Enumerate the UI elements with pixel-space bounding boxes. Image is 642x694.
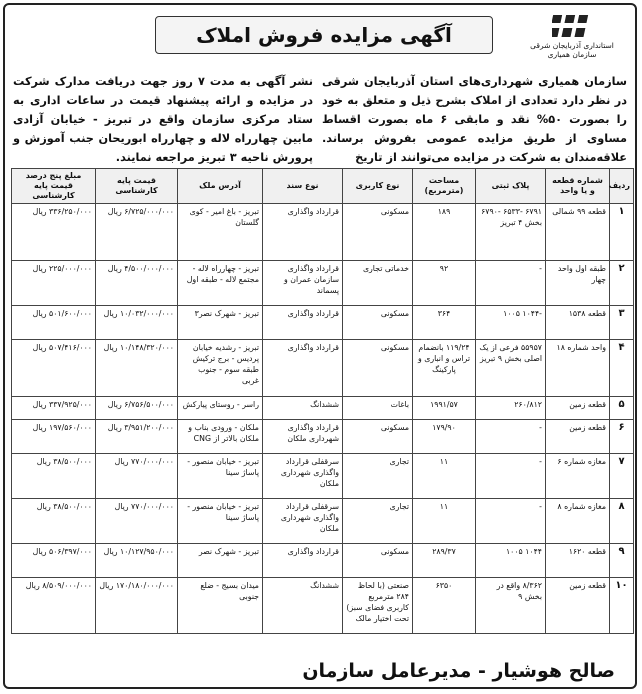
ad-frame [3, 3, 637, 689]
table-cell: ۱۱۹/۲۴ بانضمام تراس و انباری و پارکینگ [413, 340, 476, 397]
table-cell: میدان بسیج - ضلع جنوبی [178, 578, 263, 634]
column-header: شماره قطعه و یا واحد [546, 169, 610, 204]
table-cell: ۶/۷۲۵/۰۰۰/۰۰۰ ریال [96, 204, 178, 261]
table-cell: قرارداد واگذاری سازمان عمران و پسماند [263, 261, 343, 306]
table-cell: ۲۶۰/۸۱۲ [476, 397, 546, 420]
table-cell: ۲۲۵/۰۰۰/۰۰۰ ریال [12, 261, 96, 306]
table-cell: ۱۷۰/۱۸۰/۰۰۰/۰۰۰ ریال [96, 578, 178, 634]
table-cell: ۱ [610, 204, 634, 261]
table-cell: ۸/۳۶۲ واقع در بخش ۹ [476, 578, 546, 634]
table-cell: قطعه زمین [546, 420, 610, 454]
table-cell: تبریز - خیابان منصور - پاساژ سینا [178, 499, 263, 544]
table-cell: قطعه ۱۵۳۸ [546, 306, 610, 340]
table-cell: ۱۱ [413, 499, 476, 544]
header [5, 5, 635, 67]
table-header-row [12, 169, 634, 204]
table-cell: ۳۸/۵۰۰/۰۰۰ ریال [12, 499, 96, 544]
table-cell: ۱۷۹/۹۰ [413, 420, 476, 454]
column-header: ردیف [610, 169, 634, 204]
table-row [12, 420, 634, 454]
table-cell: ششدانگ [263, 578, 343, 634]
table-cell: ۸ [610, 499, 634, 544]
table-cell: ۵۰۶/۳۹۷/۰۰۰ ریال [12, 544, 96, 578]
table-cell: ۶۳۵۰ [413, 578, 476, 634]
table-cell: مسکونی [343, 544, 413, 578]
table-cell: قرارداد واگذاری [263, 306, 343, 340]
table-cell: ۱۰/۱۴۸/۳۲۰/۰۰۰ ریال [96, 340, 178, 397]
table-cell: قرارداد واگذاری [263, 544, 343, 578]
table-cell: ۱۸۹ [413, 204, 476, 261]
table-cell: تجاری [343, 454, 413, 499]
table-cell: ملکان - ورودی بناب و ملکان بالاتر از CNG [178, 420, 263, 454]
table-cell: راسر - روستای پیارکش [178, 397, 263, 420]
table-cell: ۹۲ [413, 261, 476, 306]
table-cell: ۳/۹۵۱/۲۰۰/۰۰۰ ریال [96, 420, 178, 454]
table-cell: سرقفلی قرارداد واگذاری شهرداری ملکان [263, 454, 343, 499]
table-row [12, 306, 634, 340]
table-cell: ۳۸/۵۰۰/۰۰۰ ریال [12, 454, 96, 499]
table-row [12, 261, 634, 306]
signature: صالح هوشیار - مدیرعامل سازمان [302, 660, 615, 682]
table-row [12, 204, 634, 261]
table-cell: قطعه ۱۶۲۰ [546, 544, 610, 578]
table-cell: مسکونی [343, 204, 413, 261]
table-cell: ۳۶۴ [413, 306, 476, 340]
table-cell: قطعه ۹۹ شمالی [546, 204, 610, 261]
table-cell: ۵ [610, 397, 634, 420]
column-header: نوع کاربری [343, 169, 413, 204]
table-cell: ۶۷۹۱ -۶۵۳۳ -۶۷۹۰ بخش ۴ تبریز [476, 204, 546, 261]
table-row [12, 397, 634, 420]
table-cell: - [476, 454, 546, 499]
table-cell: ۳۳۷/۹۲۵/۰۰۰ ریال [12, 397, 96, 420]
table-cell: ۲ [610, 261, 634, 306]
table-cell: ۵۰۱/۶۰۰/۰۰۰ ریال [12, 306, 96, 340]
table-cell: ۷۷۰/۰۰۰/۰۰۰ ریال [96, 454, 178, 499]
table-cell: ۳۳۶/۲۵۰/۰۰۰ ریال [12, 204, 96, 261]
table-row [12, 454, 634, 499]
table-cell: واحد شماره ۱۸ [546, 340, 610, 397]
table-cell: قرارداد واگذاری [263, 204, 343, 261]
table-cell: ۱۰/۱۲۷/۹۵۰/۰۰۰ ریال [96, 544, 178, 578]
table-cell: ۵۵۹۵۷ فرعی از یک اصلی بخش ۹ تبریز [476, 340, 546, 397]
column-header: مساحت (مترمربع) [413, 169, 476, 204]
org-name-line2: سازمان همیاری [547, 50, 597, 59]
table-cell: ۳ [610, 306, 634, 340]
ad-title: آگهی مزایده فروش املاک [155, 16, 493, 54]
table-row [12, 340, 634, 397]
table-cell: ۲۸۹/۳۷ [413, 544, 476, 578]
table-cell: تبریز - باغ امیر - کوی گلستان [178, 204, 263, 261]
logo-icon [552, 11, 592, 41]
column-header: قیمت پایه کارشناسی [96, 169, 178, 204]
table-cell: صنعتی (با لحاظ ۲۸۴ مترمربع کاربری فضای سبز) تحت اختیار مالک [343, 578, 413, 634]
table-cell: ۶/۷۵۶/۵۰۰/۰۰۰ ریال [96, 397, 178, 420]
table-cell: تبریز - شهرک نصر۳ [178, 306, 263, 340]
column-header: مبلغ پنج درصد قیمت پایه کارشناسی [12, 169, 96, 204]
table-cell: - [476, 499, 546, 544]
table-cell: باغات [343, 397, 413, 420]
table-cell: ۸/۵۰۹/۰۰۰/۰۰۰ ریال [12, 578, 96, 634]
table-cell: ۱۰۴۴ ۱۰۰۵ [476, 544, 546, 578]
table-row [12, 578, 634, 634]
organization-logo [523, 11, 621, 63]
table-cell: مغازه شماره ۸ [546, 499, 610, 544]
table-cell: تجاری [343, 499, 413, 544]
org-name-line1: استانداری آذربایجان شرقی [530, 41, 614, 50]
table-cell: قرارداد واگذاری شهرداری ملکان [263, 420, 343, 454]
table-cell: تبریز - خیابان منصور - پاساژ سینا [178, 454, 263, 499]
table-cell: ۶ [610, 420, 634, 454]
table-cell: مسکونی [343, 306, 413, 340]
table-cell: طبقه اول واحد چهار [546, 261, 610, 306]
intro-paragraph-left: نشر آگهی به مدت ۷ روز جهت دریافت مدارک شرکت در مزایده و ارائه پیشنهاد قیمت در ساعات اداری به ستاد مرکزی سازمان واقع در تبریز - خیابان آزادی مابین چهارراه لاله و چهارراه ابوریحان جنب آموزش و پرورش ناحیه ۳ تبریز مراجعه نمایند. [13, 75, 313, 164]
table-cell: مسکونی [343, 340, 413, 397]
table-cell: تبریز - شهرک نصر [178, 544, 263, 578]
table-row [12, 499, 634, 544]
table-cell: مغازه شماره ۶ [546, 454, 610, 499]
table-cell: خدماتی تجاری [343, 261, 413, 306]
table-cell: ۱۰/۰۳۲/۰۰۰/۰۰۰ ریال [96, 306, 178, 340]
column-header: پلاک ثبتی [476, 169, 546, 204]
table-cell: ۱۰ [610, 578, 634, 634]
table-cell: ۱۹۹۱/۵۷ [413, 397, 476, 420]
table-cell: ۹ [610, 544, 634, 578]
column-header: نوع سند [263, 169, 343, 204]
table-cell: سرقفلی قرارداد واگذاری شهرداری ملکان [263, 499, 343, 544]
table-cell: - [476, 261, 546, 306]
table-cell: ۴ [610, 340, 634, 397]
table-cell: مسکونی [343, 420, 413, 454]
table-cell: قرارداد واگذاری [263, 340, 343, 397]
table-cell: ۱۹۷/۵۶۰/۰۰۰ ریال [12, 420, 96, 454]
column-header: آدرس ملک [178, 169, 263, 204]
table-cell: تبریز - چهارراه لاله - مجتمع لاله - طبقه اول [178, 261, 263, 306]
table-cell: تبریز - رشدیه خیابان پردیس - برج ترکیش طبقه سوم - جنوب غربی [178, 340, 263, 397]
table-cell: ۵۰۷/۴۱۶/۰۰۰ ریال [12, 340, 96, 397]
table-cell: قطعه زمین [546, 397, 610, 420]
table-cell: - [476, 420, 546, 454]
intro-paragraph-right: سازمان همیاری شهرداری‌های استان آذربایجان شرقی در نظر دارد تعدادی از املاک بشرح ذیل و متعلق به خود را بصورت ۵۰% نقد و مابقی ۶ ماه بصورت اقساط مساوی از طریق مزایده عمومی بفروش برساند. علاقه‌مندان به شرکت در مزایده می‌توانند از تاریخ [322, 75, 627, 164]
table-cell: ۷۷۰/۰۰۰/۰۰۰ ریال [96, 499, 178, 544]
table-cell: ششدانگ [263, 397, 343, 420]
properties-table [11, 168, 634, 634]
table-cell: ۱۱ [413, 454, 476, 499]
table-row [12, 544, 634, 578]
table-cell: ۷ [610, 454, 634, 499]
table-cell: -۱۰۴۴ ۱۰۰۵ [476, 306, 546, 340]
table-cell: ۴/۵۰۰/۰۰۰/۰۰۰ ریال [96, 261, 178, 306]
table-cell: قطعه زمین [546, 578, 610, 634]
